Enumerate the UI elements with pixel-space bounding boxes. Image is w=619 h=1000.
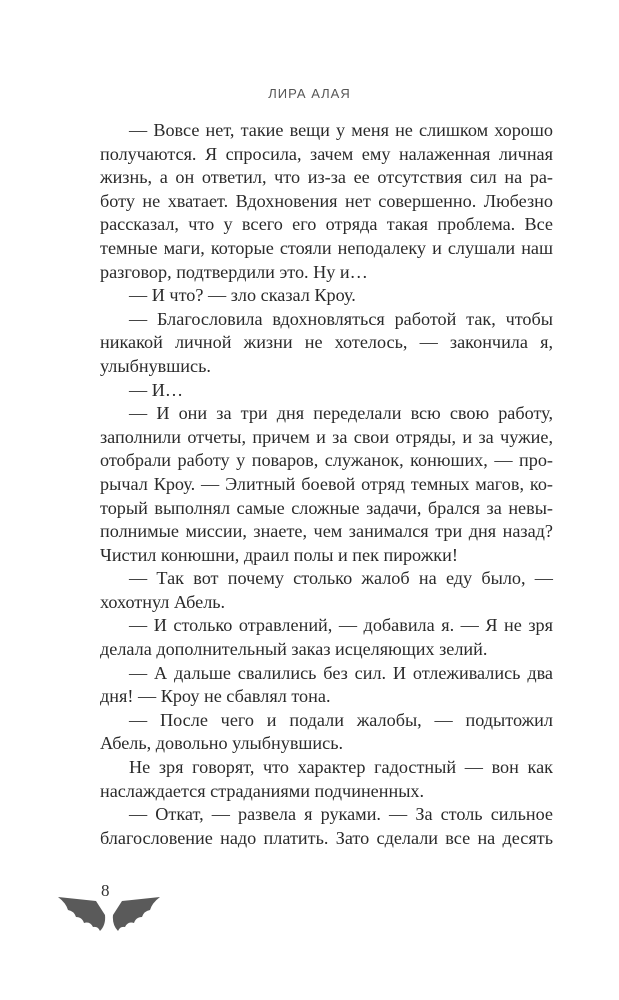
text-line: — А дальше свалились без сил. И отлеживались два — [129, 662, 553, 683]
running-head: ЛИРА АЛАЯ — [268, 86, 351, 101]
text-line: улыбнувшись. — [100, 355, 211, 376]
text-line: получаются. Я спросила, зачем ему налаженная личная — [100, 143, 553, 164]
text-line: — После чего и подали жалобы, — подытожил — [129, 709, 553, 730]
page-number: 8 — [101, 881, 110, 900]
body-text — [100, 119, 553, 850]
text-line: — Вовсе нет, такие вещи у меня не слишком хорошо — [129, 120, 553, 140]
text-line: хохотнул Абель. — [100, 591, 226, 612]
text-line: — И они за три дня переделали всю свою работу, — [129, 403, 553, 424]
text-line: Чистил конюшни, драил полы и пек пирожки! — [100, 544, 458, 565]
text-line: рассказал, что у всего его отряда такая проблема. Все — [100, 214, 553, 235]
text-line: — Откат, — развела я руками. — За столь сильное — [129, 804, 553, 825]
bat-wings-icon — [56, 893, 162, 933]
text-line: рычал Кроу. — Элитный боевой отряд темных магов, ко- — [100, 473, 553, 494]
text-line: отобрали работу у поваров, служанок, конюших, — про- — [100, 450, 553, 471]
text-line: — И столько отравлений, — добавила я. — Я не зря — [129, 615, 553, 636]
text-line: — И… — [129, 379, 184, 400]
text-line: наслаждается страданиями подчиненных. — [100, 780, 425, 801]
text-line: боту не хватает. Вдохновения нет совершенно. Любезно — [100, 190, 553, 211]
text-line: темные маги, которые стояли неподалеку и слушали наш — [100, 237, 553, 258]
text-line: торый выполнял самые сложные задачи, брался за невы- — [100, 497, 553, 518]
text-line: разговор, подтвердили это. Ну и… — [100, 261, 368, 282]
text-line: заполнили отчеты, причем и за свои отряды, и за чужие, — [100, 426, 553, 447]
text-line: благословение надо платить. Зато сделали все на десять — [100, 827, 553, 848]
text-line: Абель, довольно улыбнувшись. — [100, 733, 344, 754]
text-line: — Благословила вдохновляться работой так, чтобы — [129, 308, 553, 329]
text-line: Не зря говорят, что характер гадостный — вон как — [129, 757, 553, 778]
text-line: полнимые миссии, знаете, чем занимался три дня назад? — [100, 521, 553, 542]
text-line: дня! — Кроу не сбавлял тона. — [100, 686, 331, 707]
text-line: никакой личной жизни не хотелось, — закончила я, — [100, 332, 553, 353]
text-line: — И что? — зло сказал Кроу. — [129, 285, 356, 306]
text-line: делала дополнительный заказ исцеляющих зелий. — [100, 639, 488, 660]
text-line: — Так вот почему столько жалоб на еду было, — — [129, 568, 553, 589]
text-line: жизнь, а он ответил, что из-за ее отсутствия сил на ра- — [100, 167, 553, 188]
